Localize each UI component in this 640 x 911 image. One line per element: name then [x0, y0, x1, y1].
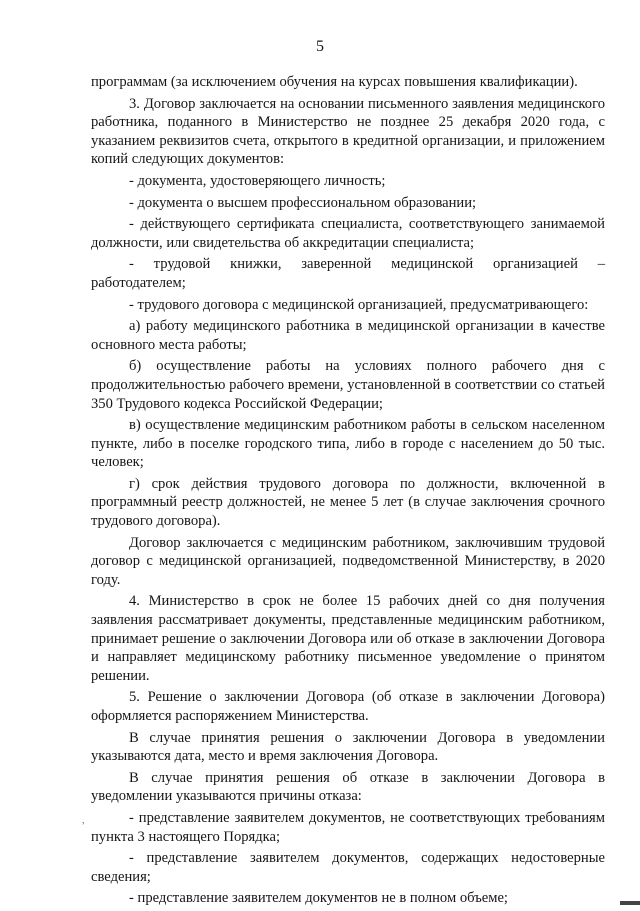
sub-item: в) осуществление медицинским работником работы в сельском населенном пункте, либо в поселке городского типа, либо в городе с населением до 50 тыс. человек;	[91, 417, 605, 471]
page-number: 5	[316, 38, 324, 55]
margin-mark: ,	[82, 815, 85, 826]
list-item: - трудовой книжки, заверенной медицинской организацией – работодателем;	[91, 256, 605, 291]
sub-item: г) срок действия трудового договора по должности, включенной в программный реестр должностей, не менее 5 лет (в случае заключения срочного трудового договора).	[91, 475, 605, 530]
paragraph: В случае принятия решения об отказе в заключении Договора в уведомлении указываются причины отказа:	[91, 769, 605, 805]
sub-item: б) осуществление работы на условиях полного рабочего дня с продолжительностью рабочего времени, установленной в соответствии со статьей 350 Трудового кодекса Российской Федерации;	[91, 358, 605, 412]
list-item: - документа, удостоверяющего личность;	[129, 172, 386, 189]
paragraph: 5. Решение о заключении Договора (об отказе в заключении Договора) оформляется распоряжением Министерства.	[91, 689, 605, 724]
paragraph: В случае принятия решения о заключении Договора в уведомлении указываются дата, место и время заключения Договора.	[91, 729, 605, 765]
scan-artifact	[620, 901, 640, 905]
sub-item: а) работу медицинского работника в медицинской организации в качестве основного места работы;	[91, 318, 605, 353]
document-body	[91, 73, 605, 911]
list-item: - представление заявителем документов не в полном объеме;	[129, 890, 508, 907]
list-item: - представление заявителем документов, не соответствующих требованиям пункта 3 настоящего Порядка;	[91, 809, 605, 845]
paragraph: программам (за исключением обучения на курсах повышения квалификации).	[91, 74, 578, 90]
list-item: - действующего сертификата специалиста, соответствующего занимаемой должности, или свидетельства об аккредитации специалиста;	[91, 216, 605, 251]
list-item: - трудового договора с медицинской организацией, предусматривающего:	[129, 296, 589, 313]
paragraph: Договор заключается с медицинским работником, заключившим трудовой договор с медицинской организацией, подведомственной Министерству, в 2020 году.	[91, 534, 605, 588]
paragraph: 4. Министерство в срок не более 15 рабочих дней со дня получения заявления рассматривает документы, представленные медицинским работником, принимает решение о заключении Договора или об отказе в заключении Договора и направляет медицинскому работнику письменное уведомление о принятом решении.	[91, 593, 605, 684]
list-item: - документа о высшем профессиональном образовании;	[129, 194, 477, 211]
paragraph: 3. Договор заключается на основании письменного заявления медицинского работника, поданного в Министерство не позднее 25 декабря 2020 года, с указанием реквизитов счета, открытого в кредитной организации, и приложением копий следующих документов:	[91, 95, 605, 168]
list-item: - представление заявителем документов, содержащих недостоверные сведения;	[91, 850, 605, 885]
